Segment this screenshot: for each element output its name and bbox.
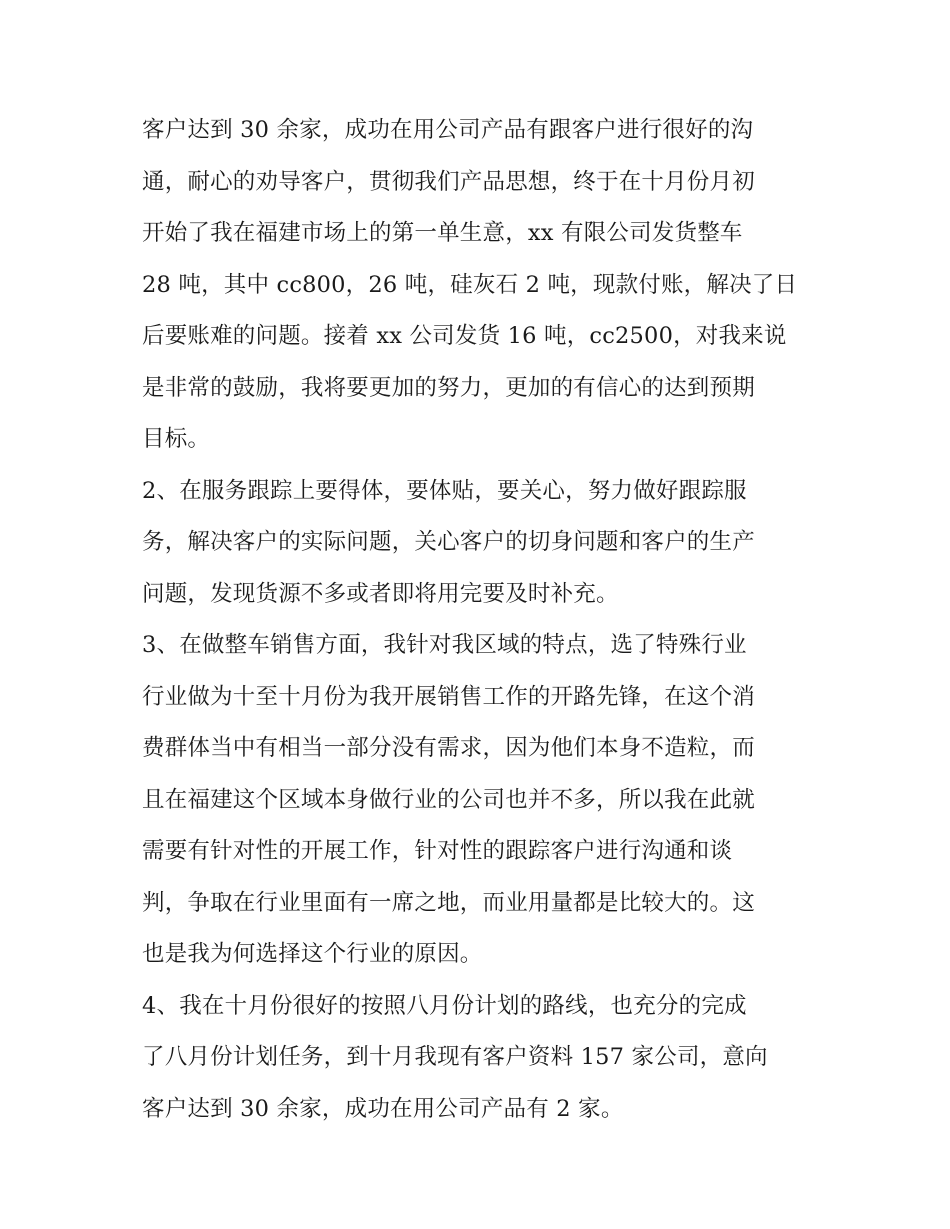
text-line: 28 吨，其中 cc800，26 吨，硅灰石 2 吨，现款付账，解决了日 [142, 271, 798, 298]
text-line: 问题，发现货源不多或者即将用完要及时补充。 [142, 580, 619, 607]
document-body [142, 105, 822, 1135]
text-line: 判，争取在行业里面有一席之地，而业用量都是比较大的。这 [142, 889, 755, 916]
text-line: 客户达到 30 余家，成功在用公司产品有 2 家。 [142, 1095, 624, 1122]
text-line: 通，耐心的劝导客户，贯彻我们产品思想，终于在十月份月初 [142, 168, 755, 195]
text-line: 行业做为十至十月份为我开展销售工作的开路先锋，在这个消 [142, 683, 755, 710]
text-line: 后要账难的问题。接着 xx 公司发货 16 吨，cc2500，对我来说 [142, 323, 787, 349]
text-line: 客户达到 30 余家，成功在用公司产品有跟客户进行很好的沟 [142, 117, 754, 143]
text-line: 开始了我在福建市场上的第一单生意，xx 有限公司发货整车 [142, 220, 743, 246]
text-line: 需要有针对性的开展工作，针对性的跟踪客户进行沟通和谈 [142, 838, 733, 864]
text-line: 且在福建这个区域本身做行业的公司也并不多，所以我在此就 [142, 786, 755, 813]
text-line: 了八月份计划任务，到十月我现有客户资料 157 家公司，意向 [142, 1044, 768, 1070]
text-line: 费群体当中有相当一部分没有需求，因为他们本身不造粒，而 [142, 735, 755, 761]
text-line: 2、在服务跟踪上要得体，要体贴，要关心，努力做好跟踪服 [142, 477, 747, 504]
text-line: 3、在做整车销售方面，我针对我区域的特点，选了特殊行业 [142, 632, 747, 658]
text-line: 也是我为何选择这个行业的原因。 [142, 941, 483, 967]
text-line: 是非常的鼓励，我将要更加的努力，更加的有信心的达到预期 [142, 374, 755, 401]
text-line: 务，解决客户的实际问题，关心客户的切身问题和客户的生产 [142, 529, 755, 555]
text-line: 4、我在十月份很好的按照八月份计划的路线，也充分的完成 [142, 992, 747, 1019]
text-line: 目标。 [142, 426, 211, 452]
